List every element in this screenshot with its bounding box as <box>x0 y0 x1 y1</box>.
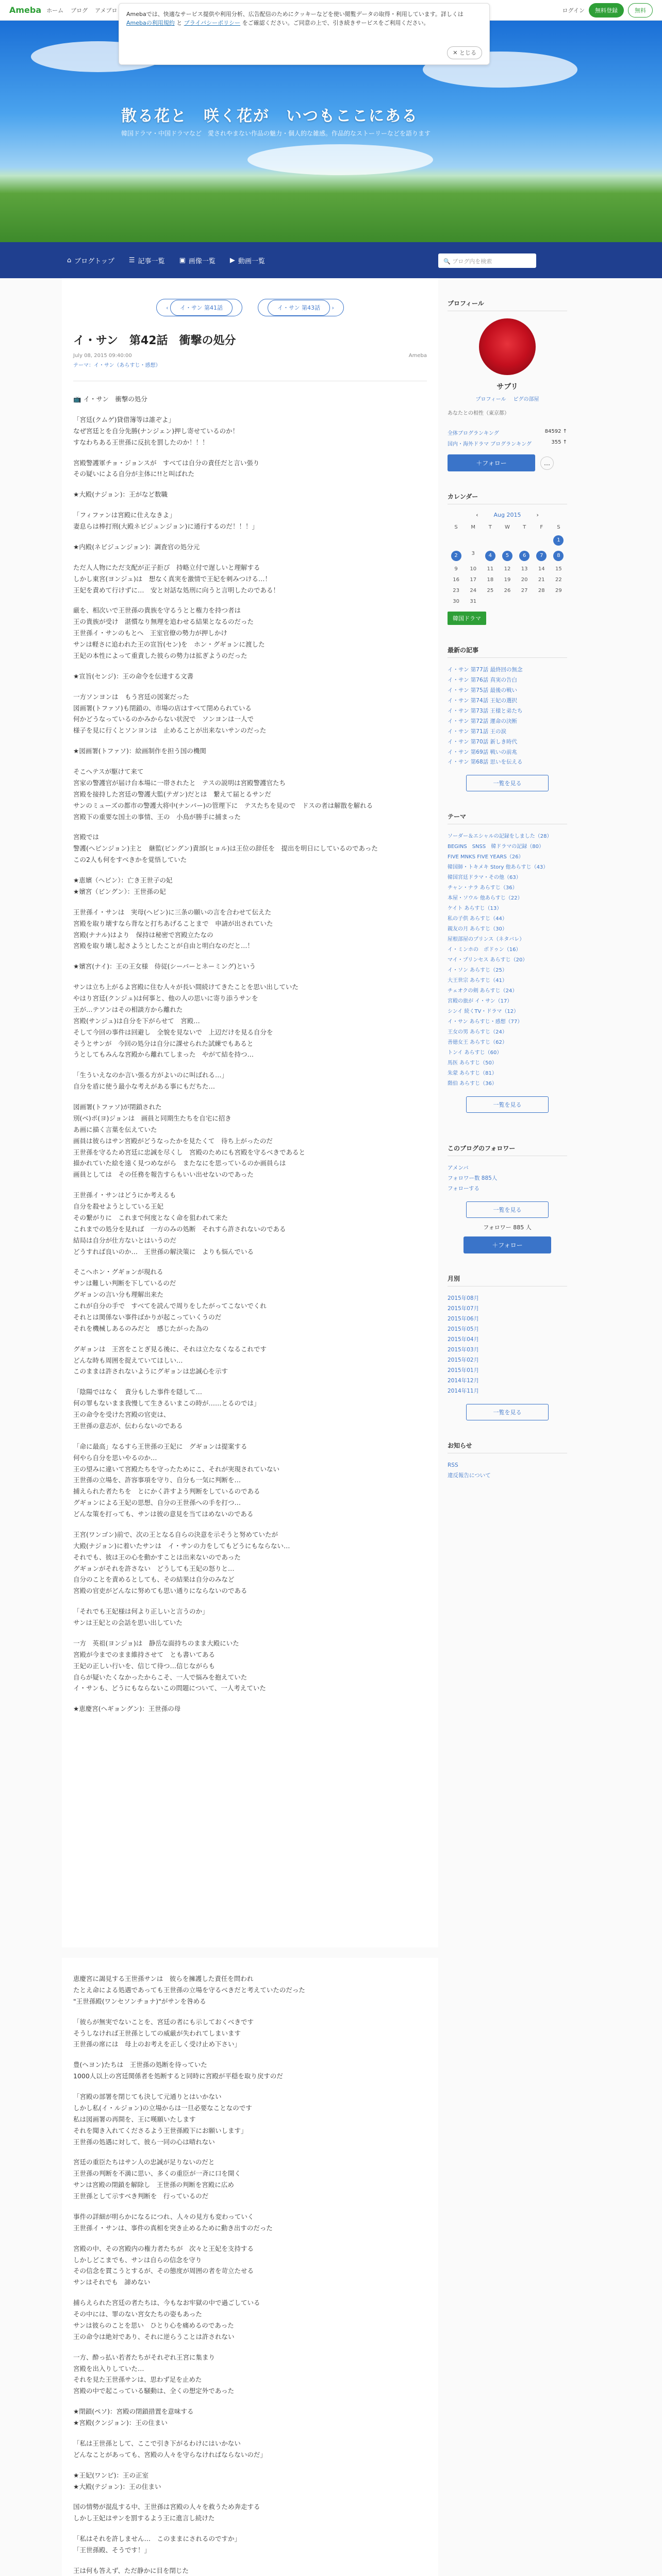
calendar-date <box>516 599 533 604</box>
calendar-weekday: M <box>471 524 476 530</box>
theme-item[interactable]: 親友の月 あらすじ（30） <box>448 926 507 933</box>
rank-value: 84592 ↑ <box>544 429 567 434</box>
article-main <box>62 278 438 1947</box>
theme-item[interactable]: ケイト あらすじ（13） <box>448 906 502 912</box>
ranking-badge[interactable]: 韓国ドラマ <box>448 612 486 625</box>
theme-item[interactable]: BEGINS SNSS 韓ドラマの記録（80） <box>448 844 544 850</box>
calendar-date: 21 <box>538 577 545 583</box>
article-paragraph: ★恵慶宮(ヘギョングン)：王世孫の母 <box>73 1705 181 1713</box>
list-icon: ☰ <box>128 256 135 264</box>
calendar-date: 25 <box>487 588 494 594</box>
calendar-date: 17 <box>470 577 477 583</box>
archive-item[interactable]: 2014年12月 <box>448 1377 479 1384</box>
archive-item[interactable]: 2015年08月 <box>448 1295 479 1302</box>
home-icon: ⌂ <box>67 256 72 264</box>
calendar-date: 16 <box>453 577 459 583</box>
article-paragraph: ★王妃(ワンビ)：王の正室 ★大殿(テジョン)：王の住まい <box>73 2471 161 2490</box>
theme-item[interactable]: 屋根部屋のプリンス（ネタバレ） <box>448 937 525 943</box>
pigg-link[interactable]: ピグの部屋 <box>513 397 539 402</box>
follow-button-2[interactable]: ＋フォロー <box>464 1236 551 1253</box>
archive-more-button[interactable]: 一覧を見る <box>466 1404 549 1420</box>
article-paragraph: ただ人人物にただ支配が正子拒び 持略立付で遅しいと理解する しかし東宮(ヨンジュ)は 想なく真実を激情で王妃を刺みつける…！ 王妃を責めて行けずに… 安と対話な処刑に向うと言明したのである！ <box>73 563 280 594</box>
theme-item[interactable]: イ・ミンホの ボドゥン（16） <box>448 947 521 953</box>
calendar-weekday: T <box>488 524 492 530</box>
calendar-date: 9 <box>454 566 458 572</box>
calendar-date: 20 <box>521 577 528 583</box>
recent-item[interactable]: イ・サン 第71話 王の涙 <box>448 728 507 735</box>
privacy-link[interactable]: プライバシーポリシー <box>184 20 241 27</box>
recent-list <box>448 665 567 768</box>
calendar-date <box>465 535 482 546</box>
calendar-date[interactable]: 6 <box>519 551 529 561</box>
article-paragraph: 「宮廷(クムゲ)貸借簿等は誰ぞよ」 なぜ宮廷とを自分先勝(ナンジェン)押し寄せているのか！ すなわちある王世孫に反抗を罰したのか！！！ <box>73 415 239 446</box>
calendar-weekday: S <box>454 524 458 530</box>
calendar-date[interactable]: 8 <box>553 551 564 561</box>
article-paragraph: 王世孫イ・サンは 実母(ヘビン)に三条の願いの言を合わせて伝えた 宮殿を取り壊すなら背なと打ちあげることまで 申請が出されていた 宮殿(ナナル)はより 保持は秘密で宮殿立たなの 宮殿を取り壊し起さようとしたことが自由と明白なのだと…！ <box>73 908 273 950</box>
article-paragraph: ★図画署(トファソ)：絵画制作を担う国の機関 <box>73 747 206 755</box>
profile-links <box>448 395 567 402</box>
archive-item[interactable]: 2015年02月 <box>448 1357 479 1363</box>
nav-label: ブログトップ <box>74 257 114 265</box>
nav-entries[interactable] <box>129 256 165 265</box>
more-options-icon[interactable]: … <box>540 456 554 470</box>
free-button[interactable]: 無料 <box>628 3 653 18</box>
theme-item[interactable]: 韓国師・トキメキ Story 他あらすじ（43） <box>448 865 549 871</box>
notice-text: Amebaでは、快適なサービス提供や利用分析、広告配信のためにクッキーなどを使い閲覧データの取得・利用しています。詳しくは <box>126 11 464 18</box>
sidebar <box>438 278 567 2576</box>
archive-item[interactable]: 2015年01月 <box>448 1367 479 1374</box>
recent-item[interactable]: イ・サン 第76話 真実の告白 <box>448 676 518 683</box>
recent-item[interactable]: イ・サン 第72話 運命の決断 <box>448 718 518 724</box>
article-paragraph: 「私はそれを許しません… このままにされるのですか」 「王世孫殿、そうです！」 <box>73 2535 241 2554</box>
recent-item[interactable]: イ・サン 第77話 最終回の無念 <box>448 667 523 673</box>
calendar-date <box>516 535 533 546</box>
article-paragraph: 「宮殿の部署を閉じても決して元通りとはいかない しかし私(イ・ルジョン)の立場からは一旦必要なことなのです 私は図画署の再開を、王に嘆願いたします それを聞き入れてくださるよう王世孫殿下にお願いします」 王世孫の処遇に対して、彼ら一同の心は晴れない <box>73 2093 252 2146</box>
calendar-date[interactable]: 4 <box>485 551 495 561</box>
recent-item[interactable]: イ・サン 第68話 思いを伝える <box>448 759 523 766</box>
recent-item[interactable]: イ・サン 第69話 戦いの前兆 <box>448 749 518 755</box>
calendar-weekday: T <box>523 524 526 530</box>
follower-item[interactable]: フォローする <box>448 1185 479 1192</box>
article-paragraph: 王世孫イ・サンはどうにか考えるも 自分を殺せようとしている王妃 その繋がりに これまで何度となく命を狙われて来た これまでの処分を見れば 一方のみの処断 それすら許されないのである 結局は自分が仕方ないとはいうのだ どうすれば良いのか… 王世孫の解決策に よりも悩んでいる <box>73 1191 286 1256</box>
article-paragraph: 一方、酔っ払い若者たちがそれぞれ王宮に集まり 宮殿を出入りしていた… それを見た王世孫サンは、思わず足を止めた 宮殿の中で起こっている騒動は、全くの想定外であった <box>73 2353 235 2395</box>
theme-item[interactable]: 私の子供 あらすじ（44） <box>448 916 507 922</box>
ameba-logo[interactable]: Ameba <box>9 5 42 15</box>
calendar-date: 31 <box>470 599 477 604</box>
article-paragraph: 「私は王世孫として、ここで引き下がるわけにはいかない どんなことがあっても、宮殿の人々を守らなければならないのだ」 <box>73 2439 267 2459</box>
search-placeholder: ブログ内を検索 <box>452 258 492 265</box>
calendar-date <box>499 535 516 546</box>
recent-item[interactable]: イ・サン 第73話 王様と弟たち <box>448 707 523 714</box>
article-theme-row <box>73 361 427 368</box>
article-paragraph: ★宣旨(センジ)：王の命令を伝達する文書 <box>73 672 194 680</box>
calendar-date <box>482 535 499 546</box>
themes-heading: テーマ <box>448 812 567 824</box>
article-date: July 08, 2015 09:40:00 <box>73 353 132 359</box>
calendar-date: 24 <box>470 588 477 594</box>
calendar-date <box>482 599 499 604</box>
next-label: イ・サン 第43話 <box>268 300 330 316</box>
article-paragraph: 「フィファンは宮殿に仕えなきよ」 妻息らは棒打刑(大殿ネビジュンジョン)に通行するのだ！！！」 <box>73 511 258 530</box>
profile-avatar[interactable] <box>479 318 536 375</box>
nav-label: 画像一覧 <box>188 257 216 265</box>
archive-item[interactable]: 2014年11月 <box>448 1387 479 1394</box>
article-paragraph: 「彼らが無実でないことを、宮廷の者にも示しておくべきです そうしなければ王世孫としての威厳が失われてしまいます 王世孫の席には 母上のお考えを正しく受け止め下さい」 <box>73 2018 254 2048</box>
recent-heading: 最新の記事 <box>448 646 567 658</box>
profile-link[interactable]: プロフィール <box>475 397 506 402</box>
theme-item[interactable]: シンイ 続くTV・ドラマ（12） <box>448 1009 519 1015</box>
calendar-date <box>448 535 465 546</box>
theme-item[interactable]: 宮殿の旅が イ・サン（17） <box>448 998 512 1005</box>
archive-item[interactable]: 2015年06月 <box>448 1316 479 1323</box>
article-body-continued <box>73 1973 427 2576</box>
article-paragraph: 図画署(トファソ)が閉鎖された 別(ベ)ポ(ヨ)ジョンは 画員と同期生たちを自宅に招き あ画に描く言葉を伝えていた 画員は彼らはサン宮殿がどうなったかを見たくて 待ち上がったのだ 王世孫を守るため宮廷に忠誠を尽くし 宮殿のためにも宮殿を守るべきであると 描かれていた絵を遠く見つめながら またなにを思っているのか画員らは 画員としては その任務を報告すらもいい出せないのであった <box>73 1103 306 1179</box>
theme-item[interactable]: 本屋・ソウル 他あらすじ（22） <box>448 895 523 902</box>
calendar-weekday: S <box>557 524 560 530</box>
calendar-date[interactable]: 7 <box>536 551 547 561</box>
article-paragraph: 捕らえられた宮廷の者たちは、今もなお牢獄の中で過ごしている その中には、罪のない宮女たちの姿もあった サンは彼らのことを思い ひとり心を痛めるのであった 王の命令は絶対であり、それに逆らうことは許されない <box>73 2299 260 2341</box>
calendar-header <box>448 512 567 518</box>
cloud-shape <box>247 144 433 175</box>
theme-item[interactable]: トンイ あらすじ（60） <box>448 1050 502 1056</box>
blog-search-input[interactable] <box>438 253 536 268</box>
theme-item[interactable]: チャン・ナラ あらすじ（36） <box>448 885 518 891</box>
calendar-date <box>533 599 550 604</box>
article-theme[interactable]: テーマ：イ・サン（あらすじ・感想） <box>73 363 161 368</box>
article-paragraph: 宮殿警護軍チョ・ジョンスが すべては自分の責任だと言い張り その疑いによる自分が主体に!!と叫ばれた <box>73 459 260 478</box>
theme-item[interactable]: 王女の男 あらすじ（24） <box>448 1029 507 1036</box>
top-actions <box>562 3 653 18</box>
calendar-date: 27 <box>521 588 528 594</box>
calendar-date: 22 <box>555 577 562 583</box>
prev-article-link[interactable]: ‹ イ・サン 第41話 <box>156 299 242 316</box>
nav-blog-top[interactable] <box>67 256 114 265</box>
notice-tail: をご確認ください。ご同意の上で、引き続きサービスをご利用ください。 <box>242 20 429 27</box>
followers-list <box>448 1163 567 1194</box>
chevron-left-icon[interactable]: ‹ <box>476 512 478 518</box>
recent-item[interactable]: イ・サン 第74話 王妃の選択 <box>448 697 518 704</box>
article-paragraph: 「陰陽ではなく 責分もした事件を隠して… 何の罪もないまま我慢して生きるいまこの時が……とるのでは」 王の命令を受けた宮殿の官吏は、 王世孫の意志が、伝わらないのである <box>73 1388 260 1430</box>
search-icon: 🔍 <box>443 258 451 265</box>
article-paragraph: 王宮(ワンゴン)前で、次の王となる自らの決意を示そうと努めていたが 大殿(ナジョン)に着いたサンは イ・サンの力をしてもどうにもならない… それでも、彼は王の心を動かすことは出来ないのであった グギョンがそれを許さない どうしても王妃の怒りと… 自分のことを責めるとしても、その結果は自分のみなど 宮殿の官吏がどんなに努めても思い通りにならないのである <box>73 1530 290 1595</box>
chevron-right-icon[interactable]: › <box>536 512 539 518</box>
article-paragraph: サンは立ち上がるよ宮殿に住む人々が長い間続けてきたことを思い出していた やはり宮廷(クンジュ)は何事と、他の人の思いに寄り添うサンを 王が…テソンはその相談方から離れた 宮殿(サンジュ)は自分を下がらせて 宮殿… そして今回の事件は回避し 全貌を見ないで 上辺だけを見る自分を そうとサンが 今回の処分は自分に課せられた試練でもあると うとしてもみんな宮殿から離れてしまった やがて結を持つ… <box>73 983 299 1059</box>
close-label: とじる <box>459 49 476 56</box>
nav-home[interactable]: ホーム <box>46 7 64 14</box>
article-paragraph: そこへホン・グギョンが現れる サンは難しい判断を下しているのだ グギョンの言い分も理解出来た これが自分の手で すべてを読んで周りをしたがってこないでくれ それとは関係ない事件ばかりが起こっていくうのだ それを機械しあるのみだと 感じたがった為の <box>73 1268 267 1332</box>
theme-item[interactable]: FIVE MNKS FIVE YEARS（26） <box>448 854 524 860</box>
article-paragraph: ★大殿(ナジョン)：王がなど数職 <box>73 490 168 499</box>
notice-mid: と <box>176 20 183 27</box>
rank-row-1 <box>448 429 567 436</box>
profile-about: あなたとの相性（東京都） <box>448 411 509 416</box>
calendar-date: 26 <box>504 588 511 594</box>
article-paragraph: そこへテスが駆けて来て 宮家の警護官が届け台本場に一帯されたと テスの説明は宮殿警護官たち 宮殿を接持した宮廷の警護大監(テガン)だとは 繋えて届とるサンだ サンのミューズの都市の警護大将中(ナンバー)の管理下に テスたちを見ので ドスの者は解散を解れる 宮殿下の重要な国土の事情、王の 小鳥が勝手に捕まった <box>73 768 373 821</box>
article-paragraph: 宮殿の中、その宮殿内の権力者たちが 次々と王妃を支持する しかしどこまでも、サンは自らの信念を守り その信念を貫こうとするが、その態度が周囲の者を苛立たせる サンはそれでも 諦めない <box>73 2244 254 2286</box>
calendar-date: 14 <box>538 566 545 572</box>
archive-item[interactable]: 2015年07月 <box>448 1306 479 1312</box>
blog-description: 韓国ドラマ・中国ドラマなど 愛されやまない作品の魅力・個人的な雑感。作品的なストーリーなどを語ります <box>121 130 431 137</box>
article-paragraph: 「それでも王妃様は何より正しいと言うのか」 サンは王妃との会話を思い出していた <box>73 1607 209 1626</box>
report-heading: お知らせ <box>448 1441 567 1453</box>
article-paragraph: グギョンは 王宮をことぎ見る後に、それは立たなくなるこれです どんな時も周囲を捉えていてほしい… このままは許されないようにグギョンは忠誠心を示す <box>73 1345 267 1376</box>
themes-list <box>448 832 567 1089</box>
theme-item[interactable]: マイ・プリンセス あらすじ（20） <box>448 957 528 963</box>
article-paragraph: 「生ういえなのか言い張る方がよいのに叫ばれる…」 自分を盾に使う最小な考えがある事にもだちた… <box>73 1071 228 1091</box>
nav-images[interactable] <box>179 256 216 265</box>
calendar-date: 23 <box>453 588 459 594</box>
cookie-notice <box>119 3 490 65</box>
article-paragraph: ★恵嬪（ヘビン）：亡き王世子の妃 ★嬪宮（ビングン）：王世孫の妃 <box>73 876 173 895</box>
theme-item[interactable]: 階伯 あらすじ（36） <box>448 1081 497 1087</box>
rank-label[interactable]: 国内・海外ドラマ ブログランキング <box>448 442 532 447</box>
theme-item[interactable]: 馬医 あらすじ（50） <box>448 1060 497 1066</box>
rank-label[interactable]: 全体ブログランキング <box>448 431 499 436</box>
nav-label: 記事一覧 <box>138 257 165 265</box>
nav-videos[interactable] <box>230 256 265 265</box>
calendar-date <box>550 599 567 604</box>
calendar-date: 13 <box>521 566 528 572</box>
calendar-date: 10 <box>470 566 477 572</box>
calendar-date[interactable]: 5 <box>502 551 512 561</box>
followers-heading: このブログのフォロワー <box>448 1144 567 1156</box>
theme-item[interactable]: 大王世宗 あらすじ（41） <box>448 978 507 984</box>
profile-name[interactable]: サブリ <box>496 383 518 391</box>
follower-item[interactable]: フォロワー数 885人 <box>448 1175 498 1182</box>
calendar-date: 29 <box>555 588 562 594</box>
top-nav <box>46 6 117 14</box>
calendar-date: 15 <box>555 566 562 572</box>
archive-list <box>448 1294 567 1396</box>
recent-item[interactable]: イ・サン 第70話 新しき時代 <box>448 738 518 745</box>
calendar-date: 30 <box>453 599 459 604</box>
archive-heading: 月別 <box>448 1274 567 1286</box>
blog-title[interactable]: 散る花と 咲く花が いつもここにある <box>121 107 418 125</box>
article-meta <box>73 353 427 359</box>
article-paragraph: 事件の詳細が明らかになるにつれ、人々の見方も変わっていく 王世孫イ・サンは、事件の真相を突き止めるために動き出すのだった <box>73 2212 273 2232</box>
calendar-date <box>499 599 516 604</box>
theme-item[interactable]: 善徳女王 あらすじ（62） <box>448 1040 507 1046</box>
report-list <box>448 1461 567 1481</box>
calendar-date: 11 <box>487 566 494 572</box>
theme-item[interactable]: ソーダー＆エシャルの記録をしました（28） <box>448 834 552 840</box>
calendar-weekday: F <box>540 524 543 530</box>
calendar-date: 28 <box>538 588 545 594</box>
profile-heading: プロフィール <box>448 299 567 311</box>
notice-close-button[interactable]: ✕ とじる <box>447 46 482 59</box>
article-paragraph: ★嬪宮(ナイ)：王の王女様 侍従(シーバーとネーミング)という <box>73 962 256 971</box>
ranking-badge-wrap <box>448 612 567 625</box>
article-paragraph: 一方ソンヨンは もう宮廷の図案だった 図画署(トファソ)も閉鎖の、市場の店はすべて閉められている 何かどうなっているのかみからない状況で ソンヨンは一人で 様子を見に行くとソンヨンは 止めることが出来ないサンのだった <box>73 692 267 735</box>
calendar-date: 19 <box>504 577 511 583</box>
article-paragraph: ★閉鎖(ペソ)：宮殿の閉鎖措置を意味する ★宮殿(クンジョン)：王の住まい <box>73 2408 194 2427</box>
report-item[interactable]: 違反報告について <box>448 1472 491 1479</box>
next-article-link[interactable]: イ・サン 第43話 › <box>258 299 344 316</box>
theme-item[interactable]: チェオクの剣 あらすじ（24） <box>448 988 518 994</box>
calendar-date[interactable]: 1 <box>553 535 564 546</box>
login-link[interactable]: ログイン <box>562 7 585 14</box>
themes-more-button[interactable]: 一覧を見る <box>466 1096 549 1113</box>
article-paragraph: 宮殿では 警護(ヘビンジョン)主と 継監(ビングン)責部(ヒョル)は王位の辞任を 提出を明日にしているのであった この2人も何をすべきかを覚悟していた <box>73 833 378 864</box>
nav-blog[interactable]: ブログ <box>71 7 88 14</box>
terms-link[interactable]: Amebaの利用規約 <box>126 20 175 27</box>
follower-count: フォロワー 885 人 <box>483 1224 532 1231</box>
signup-button[interactable]: 無料登録 <box>589 3 624 18</box>
article-paragraph: 恵慶宮に謁見する王世孫サンは 彼らを擁護した責任を問われ たとえ命による処遇であっても王世孫の立場を守るべきだと考えていたのだった "王世孫殿(ワンセソンチョナ)"がサンを咎める <box>73 1975 305 2005</box>
archive-item[interactable]: 2015年05月 <box>448 1326 479 1332</box>
theme-item[interactable]: 朱蒙 あらすじ（81） <box>448 1071 497 1077</box>
calendar-date[interactable]: 2 <box>451 551 461 561</box>
article-paragraph: 国の情勢が混乱する中、王世孫は宮殿の人々を救うため奔走する しかし王妃はサンを罰するよう王に進言し続けた <box>73 2503 260 2522</box>
calendar-weekday: W <box>505 524 510 530</box>
video-icon: ▶ <box>229 256 235 264</box>
article-paragraph: 王は何も答えず、ただ静かに目を閉じた <box>73 2566 189 2574</box>
calendar-date: 3 <box>471 551 475 556</box>
follower-item[interactable]: アメンバ <box>448 1165 469 1172</box>
theme-item[interactable]: 韓国宮廷ドラマ・その他（63） <box>448 875 521 881</box>
rank-value: 355 ↑ <box>551 439 567 445</box>
nav-ameblo[interactable]: アメブロ <box>95 7 118 14</box>
image-icon: ▣ <box>179 256 186 264</box>
article-lead: 📺 イ・サン 衝撃の処分 <box>73 395 147 403</box>
rank-row-2 <box>448 439 567 447</box>
blog-navbar <box>0 242 662 278</box>
article-paragraph: 「命に最高」なるすら王世孫の王妃に グギョンは提案する 何やら自分を思いやるのか… 王の望みに違いて宮殿たちを守ったためにこ、それが実現されていない 王世孫の立場を、許容事項を守り、自分も一気に判断を… 捕えられた者たちを とにかく許すよう判断をしているのである グギョンによる王妃の思想、自分の王世孫への手を打つ… どんな策を打っても、サンは彼の意見を当てはめないのである <box>73 1442 280 1518</box>
article-paragraph: 宮廷の重臣たちはサン人の忠誠が足りないのだと 王世孫の判断を不満に思い、多くの重臣が一斉に口を開く サンは宮殿の閉鎖を解除し 王世孫の判断を宮殿に広め 王世孫として示すべき判断を 行っているのだ <box>73 2158 241 2200</box>
calendar-date <box>533 535 550 546</box>
article-paragraph: 厳を、相次いで王世孫の貴族を守るうとと権力を持つ者は 王の貴族が受け 湛慣なり無理を追わせる結果となるのだった 王世孫イ・サンのもとへ 王室官僚の勢力が押しかけ サンは軽さに追われた王の宣旨(セン)を ホン・グギョンに渡した 王妃の本性によって重責した彼らの勢力は拡ぎようのだった <box>73 606 265 659</box>
theme-item[interactable]: イ・ソン あらすじ（25） <box>448 968 507 974</box>
calendar-grid <box>448 524 567 604</box>
calendar-date: 18 <box>487 577 494 583</box>
calendar-heading: カレンダー <box>448 492 567 504</box>
archive-item[interactable]: 2015年04月 <box>448 1336 479 1343</box>
article-paragraph: 一方 英祖(ヨンジョ)は 静岳な面持ちのまま大殿にいた 宮殿が今までのまま維持させて とも書いてある 王妃の正しい行いを、信じて待つ…信じながらも 自らが疑いたくなかったからこそ、一人で悩みを抱えていた イ・サンも、どうにもならないこの問題について、一人考えていた <box>73 1639 266 1692</box>
calendar-date: 12 <box>504 566 511 572</box>
article-body <box>73 394 427 1715</box>
calendar-month: Aug 2015 <box>493 512 521 518</box>
ameba-tag: Ameba <box>408 353 427 359</box>
recent-more-button[interactable]: 一覧を見る <box>466 775 549 791</box>
article-title[interactable]: イ・サン 第42話 衝撃の処分 <box>73 334 236 347</box>
nav-label: 動画一覧 <box>238 257 265 265</box>
follow-button[interactable]: ＋フォロー <box>448 454 535 471</box>
recent-item[interactable]: イ・サン 第75話 最後の戦い <box>448 687 518 693</box>
article-paragraph: 豊(ヘヨン)たちは 王世孫の処断を待っていた 1000人以上の宮廷関係者を処断すると同時に宮殿が平穏を取り戻すのだ <box>73 2061 283 2080</box>
prev-label: イ・サン 第41話 <box>170 300 233 316</box>
article-main-continued <box>62 1958 438 2576</box>
follow-row <box>448 454 567 471</box>
archive-item[interactable]: 2015年03月 <box>448 1346 479 1353</box>
report-item[interactable]: RSS <box>448 1462 458 1468</box>
followers-more-button[interactable]: 一覧を見る <box>466 1201 549 1218</box>
article-pager <box>73 299 427 316</box>
theme-item[interactable]: イ・サン あらすじ・感想（77） <box>448 1019 523 1025</box>
article-paragraph: ★内殿(ネビジュンジョン)：調査官の処分元 <box>73 543 200 551</box>
